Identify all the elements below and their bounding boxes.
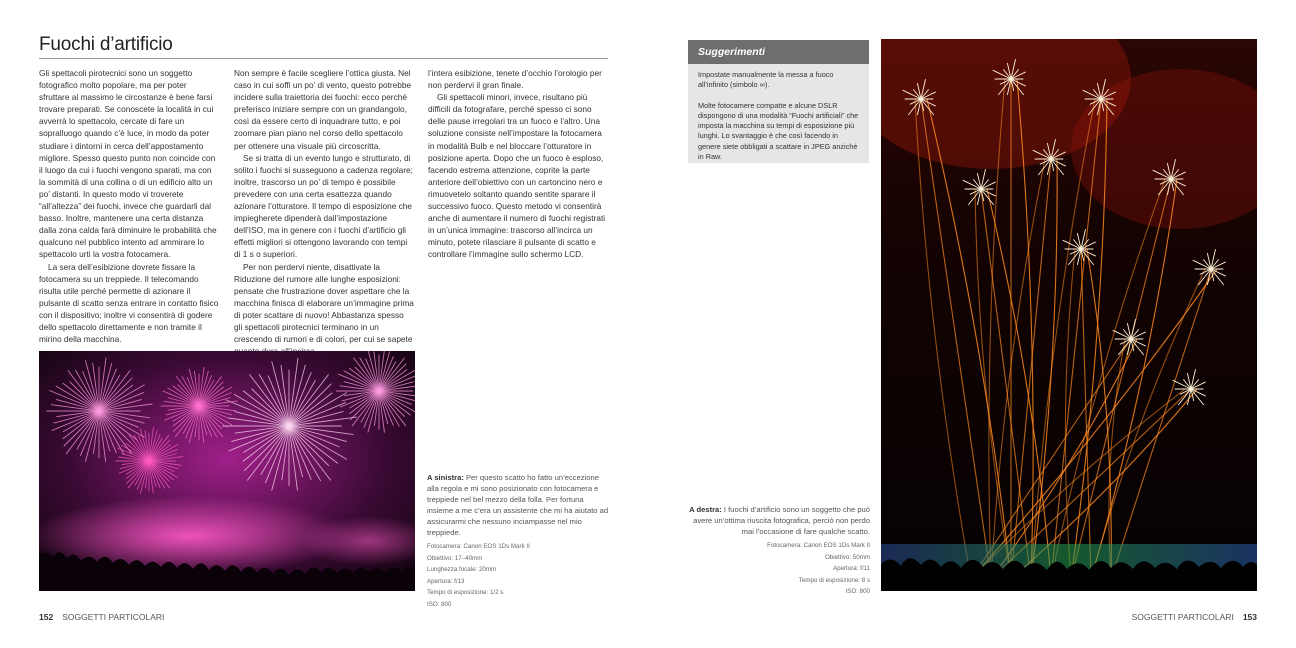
body-column-1 [39, 67, 219, 345]
page-number: 153 [1242, 612, 1257, 622]
fireworks-crowd-image [39, 351, 415, 591]
footer-right [1132, 612, 1257, 622]
caption-lead: A destra: [689, 505, 722, 514]
paragraph: Per non perdervi niente, disattivate la Riduzione del rumore alle lunghe esposizioni: pensate che frustrazione dover aspettare che la macchina finisca di elaborare un’immagine prima di poter scattare di nuovo! Abbastanza spesso gli spettacoli pirotecnici terminano in un crescendo di rumori e di colori, per cui se sapete [234, 261, 414, 345]
exif-list [427, 541, 610, 610]
caption-lead: A sinistra: [427, 473, 464, 482]
exif-line: Lunghezza focale: 20mm [427, 566, 497, 573]
page-number: 152 [39, 612, 54, 622]
exif-line: Obiettivo: 50mm [824, 553, 870, 561]
exif-line: ISO: 800 [845, 588, 870, 595]
exif-line: Apertura: f/11 [832, 565, 870, 572]
exif-line: Fotocamera: Canon EOS 1Ds Mark II [427, 543, 530, 550]
caption-body: Per questo scatto ho fatto un’eccezione alla regola e mi sono posizionato con fotocamera e treppiede nel bel mezzo della folla. Per fortuna insieme a me c’era un assistente che mi ha aiutato ad assicurarmi che nessuno inciampasse nel mio treppiede. [427, 473, 609, 537]
title-divider [39, 58, 608, 59]
page-title: Fuochi d’artificio [39, 34, 173, 55]
photo-caption-right [686, 504, 870, 598]
fireworks-trails-photo [881, 39, 1257, 591]
exif-line: Tempo di esposizione: 1/2 s [427, 589, 504, 596]
caption-body: I fuochi d’artificio sono un soggetto che può avere un’ottima riuscita fotografica, perciò non perdo mai l’occasione di fare qualche scatto. [693, 505, 870, 536]
paragraph: La sera dell’esibizione dovrete fissare la fotocamera su un treppiede. Il telecomando risulta utile perché permette di azionare il pulsante di scatto senza entrare in contatto fisico con il dispositivo; inoltre vi consentirà di godere dello spettacolo direttamente e non tramite il mirino della macchina. [39, 261, 219, 345]
exif-line: Tempo di esposizione: 8 s [798, 576, 870, 584]
tips-heading: Suggerimenti [688, 40, 869, 64]
fireworks-crowd-photo [39, 351, 415, 591]
paragraph: Gli spettacoli pirotecnici sono un soggetto fotografico molto popolare, ma per poter sfruttare al massimo le circostanze è bene farsi trovare preparati. Se conoscete la località in cui avverrà lo spettacolo, cercate di fare un sopralluogo quando c’è luce, in modo da poter studiare i dintorni in cerca dell’appostamento migliore. Spesso questo punto non coincide con il luogo da cui i fuochi vengono sparati, ma con la sommità di una collina o di un edificio alto un po’ distanti. In questo modo vi troverete “all’altezza” dei fuochi, invece che guardarli dal basso. Inoltre, mantenere una certa distanza dalla zona calda farà diminuire le probabilità che qualcuno nel pubblico intento ad ammirare lo spettacolo urti la vostra fotocamera. [39, 68, 217, 260]
photo-caption-left [427, 472, 610, 610]
exif-line: Fotocamera: Canon EOS 1Ds Mark II [767, 542, 870, 549]
body-column-2 [234, 67, 414, 357]
exif-list [686, 540, 870, 598]
paragraph: Se si tratta di un evento lungo e strutturato, di solito i fuochi si susseguono a cadenza regolare; inoltre, trascorso un po’ di tempo è possibile prevedere con una certa esattezza quando azionare l’otturatore. Il tempo di esposizione che impiegherete dipenderà dall’impostazione dell’ISO, ma in genere con i fuochi d’artificio gli effetti migliori si ottengono lavorando con tempi di 1 s o superiori. [234, 152, 413, 260]
footer-left [39, 612, 164, 622]
tip-paragraph: Molte fotocamere compatte e alcune DSLR dispongono di una modalità “Fuochi artificiali” che imposta la macchina su tempi di esposizione più lunghi. Lo svantaggio è che così facendo in genere siete obbligati a scattare in JPEG anziché in Raw. [698, 100, 859, 162]
fireworks-trails-image [881, 39, 1257, 591]
paragraph: l’intera esibizione, tenete d’occhio l’orologio per non perdervi il gran finale. [428, 68, 602, 91]
caption-text [427, 472, 610, 538]
paragraph: Gli spettacoli minori, invece, risultano più difficili da fotografare, perché spesso ci sono delle pause irregolari tra un fuoco e l’altro. Una soluzione consiste nell’impostare la fotocamera in modalità Bulb e nel bloccare l’otturatore in posizione aperta. Dopo che un fuoco è esploso, facendo estrema attenzione, coprite la parte anteriore dell’obiettivo con un cartoncino nero e rimuovetelo soltanto quando sentite sparare il successivo fuoco. Questo metodo vi consentirà anche di aumentare il numero di fuochi registrati in un’unica immagine: trascorso all’incirca un minuto, potete rilasciare il pulsante di scatto e controllare l’immagine sullo schermo LCD. [428, 92, 606, 260]
tip-paragraph: Impostate manualmente la messa a fuoco all’infinito (simbolo ∞). [698, 70, 834, 90]
exif-line: Apertura: f/13 [427, 577, 465, 585]
section-name: SOGGETTI PARTICOLARI [1131, 612, 1234, 622]
section-name: SOGGETTI PARTICOLARI [62, 612, 165, 622]
caption-text [686, 504, 870, 537]
body-column-3 [428, 67, 608, 261]
exif-line: Obiettivo: 17–40mm [427, 554, 483, 562]
paragraph: Non sempre è facile scegliere l’ottica giusta. Nel caso in cui soffi un po’ di vento, questo potrebbe incidere sulla traiettoria dei fuochi: ecco perché preferisco iniziare sempre con un grandangolo, così da essere certo di inquadrare tutto, e poi zoomare pian piano nel corso dello spettacolo per ottenere una visuale più circoscritta. [234, 68, 412, 151]
exif-line: ISO: 800 [427, 600, 452, 608]
tips-box [688, 40, 869, 163]
tips-body [688, 64, 869, 162]
